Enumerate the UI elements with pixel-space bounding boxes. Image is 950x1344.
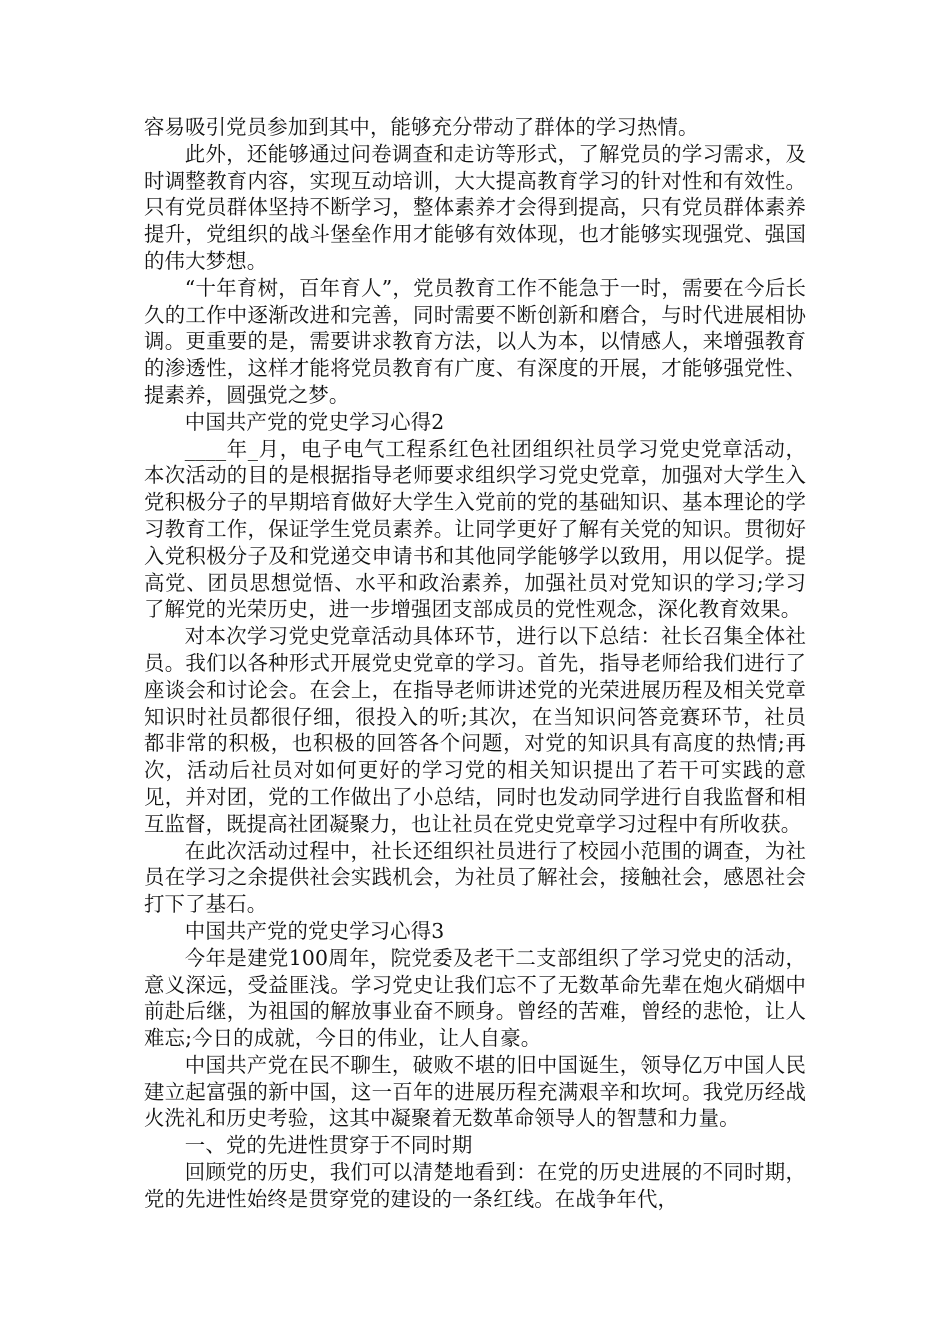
section-heading-2: 中国共产党的党史学习心得2: [184, 409, 445, 434]
paragraph-club-activity: ____年_月，电子电气工程系红色社团组织社员学习党史党章活动，本次活动的目的是根据指导老师要求组织学习党史党章，加强对大学生入党积极分子的早期培育做好大学生入党前的党的基础知识、基本理论的学习教育工作，保证学生党员素养。让同学更好了解有关党的知识。贯彻好入党积极分子及和党递交申请书和其他同学能够学以致用，用以促学。提高党、团员思想觉悟、水平和政治素养，加强社员对党知识的学习;学习了解党的光荣历史，进一步增强团支部成员的党性观念，深化教育效果。: [144, 436, 806, 622]
document-page: [144, 114, 806, 1213]
paragraph-centenary: 今年是建党100周年，院党委及老干二支部组织了学习党史的活动，意义深远，受益匪浅。学习党史让我们忘不了无数革命先辈在炮火硝烟中前赴后继，为祖国的解放事业奋不顾身。曾经的苦难，曾经的悲怆，让人难忘;今日的成就，今日的伟业，让人自豪。: [144, 945, 806, 1051]
paragraph-ten-years-trees: “十年育树，百年育人”，党员教育工作不能急于一时，需要在今后长久的工作中逐渐改进和完善，同时需要不断创新和磨合，与时代进展相协调。更重要的是，需要讲求教育方法，以人为本，以情感人，来增强教育的渗透性，这样才能将党员教育有广度、有深度的开展，才能够强党性、提素养，圆强党之梦。: [144, 275, 806, 407]
paragraph-learning-needs: 此外，还能够通过问卷调查和走访等形式，了解党员的学习需求，及时调整教育内容，实现互动培训，大大提高教育学习的针对性和有效性。只有党员群体坚持不断学习，整体素养才会得到提高，只有党员群体素养提升，党组织的战斗堡垒作用才能够有效体现，也才能够实现强党、强国的伟大梦想。: [144, 141, 806, 273]
paragraph-review-history: 回顾党的历史，我们可以清楚地看到：在党的历史进展的不同时期，党的先进性始终是贯穿党的建设的一条红线。在战争年代，: [144, 1160, 806, 1211]
paragraph-activity-summary: 对本次学习党史党章活动具体环节，进行以下总结：社长召集全体社员。我们以各种形式开展党史党章的学习。首先，指导老师给我们进行了座谈会和讨论会。在会上，在指导老师讲述党的光荣进展历程及相关党章知识时社员都很仔细，很投入的听;其次，在当知识问答竞赛环节，社员都非常的积极，也积极的回答各个问题，对党的知识具有高度的热情;再次，活动后社员对如何更好的学习党的相关知识提出了若干可实践的意见，并对团，党的工作做出了小总结，同时也发动同学进行自我监督和相互监督，既提高社团凝聚力，也让社员在党史党章学习过程中有所收获。: [144, 624, 806, 836]
section-heading-3: 中国共产党的党史学习心得3: [184, 918, 445, 943]
paragraph-party-history: 中国共产党在民不聊生，破败不堪的旧中国诞生，领导亿万中国人民建立起富强的新中国，这一百年的进展历程充满艰辛和坎坷。我党历经战火洗礼和历史考验，这其中凝聚着无数革命领导人的智慧和力量。: [144, 1052, 806, 1131]
subsection-heading-1: 一、党的先进性贯穿于不同时期: [184, 1133, 473, 1158]
paragraph-continuation: 容易吸引党员参加到其中，能够充分带动了群体的学习热情。: [144, 115, 699, 139]
paragraph-campus-survey: 在此次活动过程中，社长还组织社员进行了校园小范围的调查，为社员在学习之余提供社会实践机会，为社员了解社会，接触社会，感恩社会打下了基石。: [144, 838, 806, 917]
